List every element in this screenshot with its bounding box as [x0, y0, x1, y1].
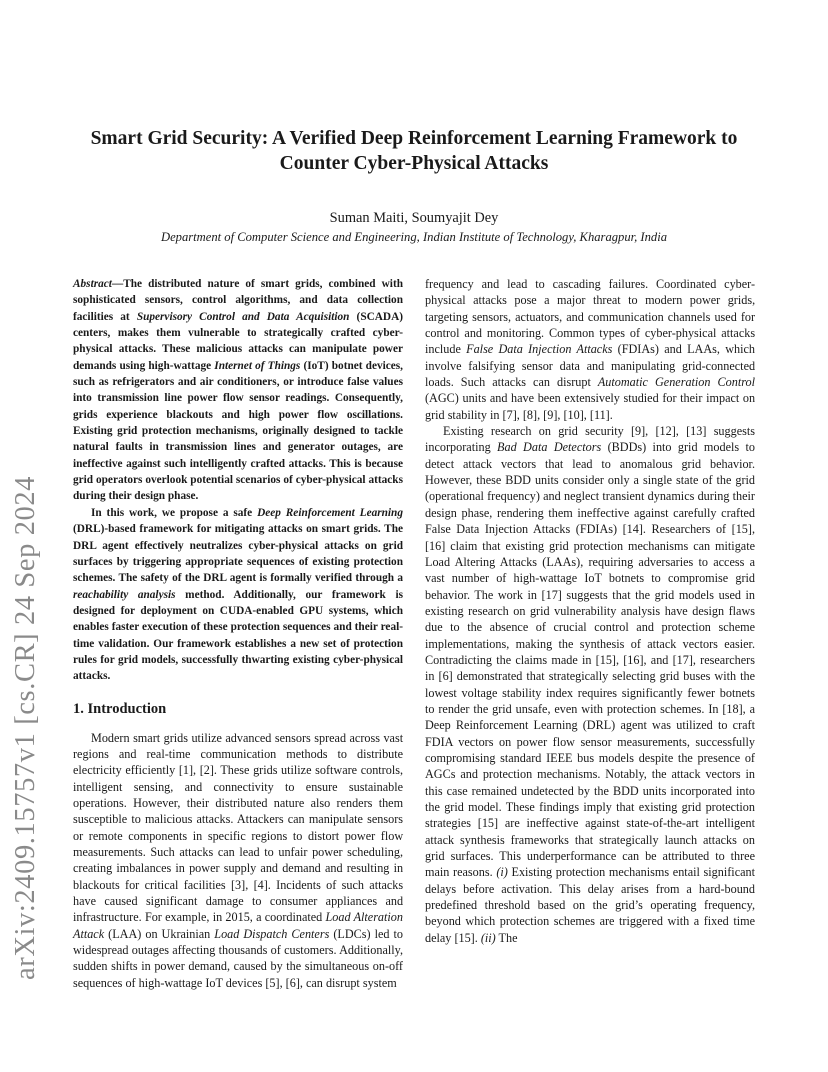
text-run: (LAA)	[108, 926, 142, 941]
text-run: and	[464, 326, 483, 341]
intro-paragraph-1	[73, 730, 403, 992]
text-run: of	[326, 877, 337, 892]
text-run: [6],	[285, 975, 303, 990]
text-run: grids,	[727, 293, 756, 308]
text-run: to	[393, 926, 403, 941]
text-run: been	[537, 391, 561, 406]
paper-title	[60, 126, 768, 176]
text-run: [8],	[522, 407, 541, 422]
text-run: Modern	[91, 730, 130, 745]
italic-run	[711, 375, 718, 389]
text-run: in	[192, 828, 203, 843]
italic-run: Centers	[291, 926, 330, 941]
text-run: malicious	[144, 812, 193, 827]
text-run: power	[312, 845, 343, 859]
text-run: can	[287, 812, 305, 827]
text-run: of	[125, 975, 136, 990]
text-run: used	[714, 309, 737, 324]
text-run: consumer	[269, 894, 318, 909]
text-run: [1],	[178, 763, 197, 778]
italic-run: Attacks	[576, 342, 613, 357]
text-run: coordinated	[264, 910, 323, 925]
text-run	[466, 293, 473, 307]
text-run: high-wattage	[138, 975, 203, 990]
text-run: a	[544, 293, 550, 308]
text-run: In this work, we propose a safe	[91, 506, 258, 519]
text-run: 2015,	[225, 910, 253, 925]
text-run: to	[131, 812, 141, 827]
text-run	[675, 359, 682, 373]
text-run: susceptible	[73, 812, 128, 827]
intro-paragraph-1-continued	[425, 276, 755, 423]
text-run: critical	[144, 877, 179, 892]
text-run: sensors,	[472, 309, 512, 324]
italic-run	[648, 375, 655, 389]
text-run: attacks.	[196, 812, 234, 827]
text-run: caused	[104, 894, 138, 909]
text-run	[585, 293, 592, 307]
text-run: include	[425, 342, 461, 357]
text-run: have	[73, 894, 97, 909]
text-run: to	[292, 828, 303, 843]
text-run: [2].	[199, 763, 217, 778]
text-run: power	[154, 959, 185, 974]
text-run: (FDIAs)	[617, 342, 659, 357]
text-run: to	[264, 845, 274, 859]
text-run: can	[305, 975, 323, 990]
text-run: These	[220, 763, 250, 778]
italic-run: False	[466, 342, 494, 357]
text-run: shifts	[111, 959, 138, 974]
text-run	[638, 293, 645, 307]
text-run: led	[374, 926, 390, 941]
text-run	[474, 277, 482, 291]
text-run: the	[286, 959, 302, 974]
text-run	[553, 359, 560, 373]
text-run: their	[186, 795, 210, 810]
text-run: For	[144, 910, 162, 925]
text-run: communication	[200, 746, 277, 761]
text-run: stability	[447, 407, 487, 422]
text-run	[197, 894, 205, 908]
text-run: software	[315, 763, 358, 778]
text-run: distort	[307, 828, 340, 843]
text-run: controls,	[360, 763, 404, 778]
text-run: smart	[133, 730, 161, 745]
text-run: spread	[314, 730, 347, 745]
right-column	[425, 276, 755, 946]
text-run: studied	[623, 391, 659, 406]
text-run: involve	[425, 358, 462, 373]
text-run: cyber-physical	[425, 277, 756, 308]
text-run: attacks	[369, 877, 404, 892]
text-run: communication	[587, 309, 664, 324]
text-run	[173, 780, 184, 794]
text-run: [9],	[543, 407, 561, 422]
intro-paragraph-2	[425, 423, 755, 946]
text-run: Existing protection mechanisms entail significant delays before activation. This delay arises from a hard-bound predefined threshold based on the grid’s operating frequency, beyond which protection schemes are triggered with a fixed time delay [15].	[425, 865, 755, 945]
text-run: lead	[239, 845, 260, 859]
text-run: and	[260, 861, 279, 876]
text-run: connectivity	[213, 779, 274, 794]
text-run: (LDCs)	[333, 926, 371, 941]
text-run: efficiently	[125, 763, 176, 778]
text-run	[526, 375, 533, 389]
text-run	[138, 894, 146, 908]
text-run: manipulate	[308, 812, 363, 827]
text-run: power	[344, 828, 376, 843]
text-run: monitoring.	[486, 326, 545, 341]
text-run: distribute	[357, 746, 404, 761]
text-run: control	[425, 326, 460, 341]
text-run: channels	[667, 309, 711, 324]
abstract-paragraph-2	[73, 505, 403, 685]
text-run: creating	[73, 861, 113, 876]
left-column	[73, 276, 403, 991]
text-run: Such	[150, 845, 175, 859]
section-heading: 1. Introduction	[73, 700, 167, 717]
text-run: lead	[507, 277, 528, 291]
text-run: disrupt	[556, 375, 591, 390]
authors: Suman Maiti, Soumyajit Dey	[329, 210, 499, 226]
text-run	[276, 747, 286, 761]
text-run	[515, 359, 522, 373]
text-run: on	[742, 391, 756, 406]
text-run: demand,	[188, 959, 231, 974]
text-run: a	[256, 910, 262, 925]
text-run: —The distributed nature of smart grids, combined with sophisticated sensors, control algorithms, and data collection facilities at	[73, 278, 403, 323]
italic-run: Bad Data Detectors	[497, 440, 602, 455]
text-run: sensors	[274, 730, 311, 745]
text-run: and	[118, 746, 137, 761]
text-run: major	[557, 293, 586, 308]
text-run: imbalances	[116, 861, 172, 876]
text-run: [3],	[231, 877, 249, 892]
italic-run: (i)	[496, 865, 508, 880]
text-run: and	[566, 309, 584, 324]
text-run: outages	[131, 943, 169, 958]
text-run: to	[252, 894, 262, 909]
text-run: LAAs,	[687, 342, 720, 357]
text-run: grid-connected	[681, 358, 756, 373]
text-run: and	[481, 277, 500, 291]
italic-run: Internet of Things	[214, 359, 301, 372]
text-run	[716, 277, 724, 291]
text-run: attacks	[179, 845, 214, 859]
text-run: sensor	[521, 358, 553, 373]
text-run: [5],	[265, 975, 283, 990]
text-run: impact	[706, 391, 740, 406]
text-run: utilize	[191, 730, 222, 745]
text-run: nature	[273, 795, 305, 810]
text-run: targeting	[425, 309, 469, 324]
text-run: attacks	[473, 293, 507, 308]
text-run	[109, 747, 119, 761]
text-run: infrastructure.	[73, 910, 142, 925]
text-run: advanced	[225, 730, 272, 745]
text-run: The	[495, 930, 518, 945]
text-run: in	[212, 910, 223, 925]
text-run: (IoT) botnet devices, such as refrigerators and air conditioners, or introduce false values into transmission line power flow sensor readings. Consequently, grids experience blackouts and high power flow oscillations. Existing grid protection mechanisms, originally designed to tackle natural faults in transmission lines and generator outages, are ineffective against such intelligently crafted attacks. This is because grid operators overlook potential scenarios of cyber-physical attacks during their design phase.	[73, 359, 404, 503]
text-run	[545, 277, 553, 291]
text-run: regions	[73, 746, 109, 761]
text-run: components	[128, 828, 188, 843]
italic-run: Dispatch	[243, 926, 288, 941]
text-run: attacks	[721, 326, 756, 341]
text-run: (DRL)-based framework for mitigating attacks on smart grids. The DRL agent effectively neutralizes cyber-physical attacks on grid surfaces by triggering appropriate sequences of existing protection schemes. The safety of the DRL agent is formally verified through a	[73, 523, 403, 585]
text-run	[550, 375, 557, 389]
text-run: facilities	[183, 877, 226, 892]
text-run	[580, 359, 587, 373]
text-run: or	[73, 828, 84, 843]
text-run	[604, 359, 611, 373]
text-run	[136, 747, 146, 761]
text-run	[338, 780, 349, 794]
text-run: specific	[207, 828, 246, 843]
text-run: by	[270, 959, 283, 974]
text-run: Such	[460, 375, 486, 390]
abstract	[73, 276, 403, 505]
text-run	[682, 293, 689, 307]
text-run: (AGC)	[425, 391, 459, 406]
text-run: thousands	[218, 943, 268, 958]
text-run: affecting	[172, 943, 216, 958]
text-run: example,	[165, 910, 210, 925]
text-run: to	[337, 746, 348, 761]
text-run: ensure	[305, 779, 338, 794]
text-run: to	[285, 779, 295, 794]
affiliation: Department of Computer Science and Engineering, Indian Institute of Technology, Kharagpur, India	[160, 230, 668, 244]
text-run: scheduling,	[347, 845, 404, 859]
text-run: blackouts	[73, 877, 120, 892]
text-run: to	[535, 277, 545, 291]
text-run: cascading	[552, 277, 601, 291]
text-run: sensing,	[133, 779, 174, 794]
text-run	[122, 780, 133, 794]
text-run	[648, 277, 656, 291]
text-run: units	[462, 391, 487, 406]
text-run: of	[629, 326, 640, 341]
text-run: sudden	[73, 959, 108, 974]
text-run: However,	[133, 795, 181, 810]
text-run: supply	[223, 861, 257, 876]
text-run: sequences	[73, 975, 123, 990]
text-run: electricity	[73, 763, 122, 778]
text-run: for	[662, 391, 677, 406]
italic-run: Injection	[528, 342, 572, 357]
italic-run: reachability analysis	[73, 588, 176, 601]
arxiv-identifier: arXiv:2409.15757v1 [cs.CR] 24 Sep 2024	[10, 475, 41, 980]
text-run: appliances	[325, 894, 378, 909]
text-run: Attackers	[236, 812, 284, 827]
text-run	[295, 780, 306, 794]
text-run: on	[145, 926, 158, 941]
text-run: on-off	[372, 959, 403, 974]
text-run: flow	[380, 828, 404, 843]
text-run: intelligent	[73, 779, 123, 794]
text-run: in	[490, 407, 500, 422]
text-run: grid	[425, 407, 445, 422]
italic-run: Automatic	[597, 375, 648, 390]
text-run: Incidents	[276, 877, 321, 892]
italic-run: Alteration	[353, 910, 403, 925]
text-run: power	[189, 861, 220, 876]
text-run: Coordinated	[656, 277, 717, 291]
text-run	[591, 375, 598, 389]
text-run: power	[689, 293, 721, 308]
title-line-2: Counter Cyber-Physical Attacks	[279, 153, 549, 174]
text-run: resulting	[346, 861, 390, 876]
text-run	[328, 747, 338, 761]
italic-run: Attack	[73, 926, 105, 941]
text-run	[244, 894, 252, 908]
text-run: vast	[383, 730, 404, 745]
text-run: demand	[282, 861, 321, 876]
text-run: operations.	[73, 795, 127, 810]
text-run: and	[489, 391, 508, 406]
text-run	[202, 780, 213, 794]
text-run: pose	[514, 293, 537, 308]
text-run: devices	[225, 975, 263, 990]
text-run: system	[362, 975, 397, 990]
text-run	[274, 780, 285, 794]
text-run: in	[175, 861, 185, 876]
text-run: manipulating	[610, 358, 676, 373]
text-run: (SCADA) centers, makes them vulnerable to strategically crafted cyber-physical attacks. These malicious attacks can manipulate power demands using high-wattage	[73, 310, 403, 372]
text-run	[262, 894, 270, 908]
text-run: damage	[205, 894, 244, 909]
text-run: such	[341, 877, 364, 892]
text-run: which	[725, 342, 755, 357]
text-run: for	[125, 877, 140, 892]
text-run: can	[217, 845, 235, 859]
text-run	[454, 375, 461, 389]
text-run: their	[680, 391, 703, 406]
text-run: in	[141, 959, 151, 974]
text-run: customers.	[284, 943, 337, 958]
text-run: frequency	[425, 277, 474, 291]
text-run: and	[664, 342, 682, 357]
text-run: [11].	[589, 407, 613, 422]
text-run: grids	[253, 763, 278, 778]
text-run: Ukrainian	[161, 926, 211, 941]
text-run	[550, 293, 557, 307]
text-run: significant	[145, 894, 198, 909]
italic-run: (ii)	[480, 930, 496, 945]
text-run: of	[270, 943, 281, 958]
abstract-label: Abstract	[73, 278, 112, 290]
text-run: for	[740, 309, 756, 324]
text-run: IoT	[205, 975, 223, 990]
text-run: utilize	[281, 763, 312, 778]
text-run: failures.	[608, 277, 649, 291]
text-run: method. Additionally, our framework is designed for deployment on CUDA-enabled GPU systems, which enables faster execution of these protection sequences and their real-time validation. Our framework establishes a new set of protection rules for grid models, successfully thwarting existing cyber-physical attacks.	[73, 588, 404, 683]
text-run: also	[310, 795, 331, 810]
italic-run: Supervisory Control and Data Acquisition	[136, 310, 350, 323]
text-run: distributed	[215, 795, 268, 810]
text-run: to	[628, 293, 638, 308]
abstract-paragraph-1	[73, 278, 403, 502]
text-run: and	[324, 861, 343, 876]
text-run: simultaneous	[304, 959, 370, 974]
text-run: and	[184, 779, 203, 794]
text-run: and	[586, 358, 605, 373]
text-run: and	[385, 894, 404, 909]
text-run: widespread	[73, 943, 129, 958]
text-run	[720, 293, 727, 307]
italic-run: Data	[498, 342, 523, 357]
italic-run: Control	[717, 375, 755, 390]
italic-run: Generation	[654, 375, 711, 390]
text-run	[347, 747, 357, 761]
text-run: sustainable	[348, 779, 404, 794]
text-run: in	[393, 861, 404, 876]
text-run: types	[599, 326, 625, 341]
text-run: sensors	[367, 812, 404, 827]
text-run	[190, 747, 200, 761]
text-run: methods	[286, 746, 328, 761]
text-run: disrupt	[325, 975, 360, 990]
text-run: cyber-physical	[644, 326, 717, 341]
text-run: Common	[548, 326, 595, 341]
text-run: across	[349, 730, 380, 745]
text-run: [7],	[502, 407, 520, 422]
text-run: renders	[336, 795, 373, 810]
text-run: attacks	[492, 375, 527, 390]
text-run: real-time	[146, 746, 191, 761]
text-run: extensively	[564, 391, 620, 406]
italic-run: Load	[325, 910, 351, 925]
italic-run: Deep Reinforcement Learning	[257, 506, 403, 519]
text-run: grids	[163, 730, 188, 745]
text-run: threat	[592, 293, 621, 308]
text-run	[317, 894, 325, 908]
text-run: [4].	[253, 877, 271, 892]
text-run: remote	[88, 828, 123, 843]
text-run: (BDDs) into grid models to detect attack vectors that lead to anomalous grid behavior. However, these BDD units consider only a single state of the grid (operational frequency) and neglect transient dynamics during their design phase, rendering them ineffective against carefully crafted False Data Injection Attacks (FDIAs) [14]. Researchers of [15], [16] claim that existing grid protection mechanisms can mitigate Load Altering Attacks (LAAs), requiring adversaries to access a vast number of high-wattage IoT botnets to compromise grid behavior. The work in [17] suggests that the grid models used in existing research on grid vulnerability analysis have design flaws due to the absence of crucial control and protection scheme implementations, making the synthesis of attack vectors easier. Contradicting the claims made in [15], [16], and [17], researchers in [6] demonstrated that strategically selecting grid buses with the lowest voltage stability index requires significantly fewer botnets to render the grid unsafe, even with protection schemes. In [18], a Deep Reinforcement Learning (DRL) agent was utilized to craft FDIA vectors on power flow sensor measurements, successfully compromising standard IEEE bus models despite the presence of AGCs and protection mechanisms. Notably, the attack vectors in this case remained undetected by the BDD units incorporated into the grid model. These findings imply that existing grid protection strategies [15] are ineffective against state-of-the-art intelligent attack synthesis frameworks that strategically launch attacks on grid surfaces. This underperformance can be attributed to three main reasons.	[425, 440, 755, 880]
text-run: can	[533, 375, 550, 390]
text-run: actuators,	[515, 309, 563, 324]
text-run: Additionally,	[339, 943, 403, 958]
text-run	[499, 277, 507, 291]
text-run: modern	[645, 293, 683, 308]
text-run: them	[378, 795, 404, 810]
text-run: have	[511, 391, 535, 406]
text-run: caused	[233, 959, 267, 974]
text-run: regions	[251, 828, 288, 843]
text-run: measurements.	[73, 845, 146, 859]
title-line-1: Smart Grid Security: A Verified Deep Reinforcement Learning Framework to	[90, 128, 738, 149]
italic-run: Load	[214, 926, 240, 941]
text-run: [10],	[563, 407, 587, 422]
text-run: Existing research on grid security [9], [12], [13] suggests incorporating	[425, 424, 755, 455]
text-run: falsifying	[468, 358, 515, 373]
text-run: loads.	[425, 375, 454, 390]
text-run: unfair	[278, 845, 308, 859]
text-run: data	[559, 358, 580, 373]
text-run	[601, 277, 609, 291]
